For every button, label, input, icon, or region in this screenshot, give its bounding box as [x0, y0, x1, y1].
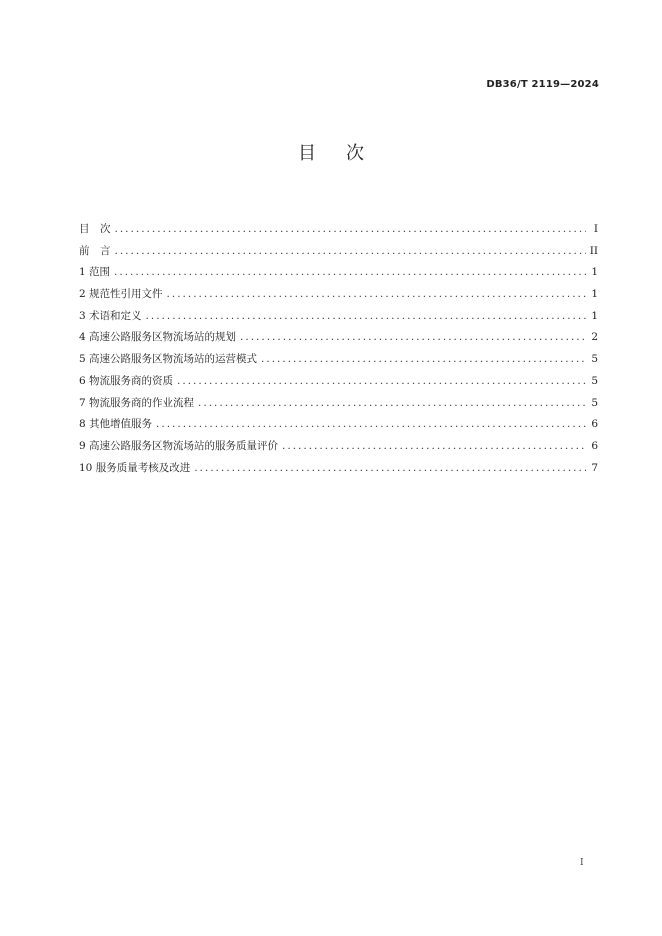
toc-entry-page: 6: [591, 418, 598, 431]
toc-list: [79, 221, 598, 481]
document-code: DB36/T 2119—2024: [486, 79, 599, 90]
toc-entry-label: 5 高速公路服务区物流场站的运营模式: [79, 353, 258, 366]
toc-entry-label: 4 高速公路服务区物流场站的规划: [79, 331, 237, 344]
toc-entry-label: 6 物流服务商的资质: [79, 374, 174, 387]
toc-entry-page: I: [593, 223, 598, 235]
toc-entry-label: 7 物流服务商的作业流程: [79, 396, 195, 409]
toc-leader-dots: [240, 331, 586, 343]
toc-leader-dots: [146, 310, 586, 322]
toc-entry-qualification[interactable]: [79, 373, 598, 395]
toc-leader-dots: [194, 462, 586, 474]
toc-leader-dots: [198, 397, 586, 409]
toc-leader-dots: [177, 375, 586, 387]
toc-entry-workflow[interactable]: [79, 395, 598, 417]
toc-leader-dots: [114, 266, 586, 278]
toc-leader-dots: [261, 353, 586, 365]
toc-leader-dots: [115, 223, 587, 235]
page-number: I: [580, 858, 584, 868]
toc-entry-label: 前 言: [79, 244, 111, 257]
toc-entry-quality-assessment[interactable]: [79, 460, 598, 482]
toc-entry-scope[interactable]: [79, 264, 598, 286]
toc-entry-page: 1: [591, 309, 598, 322]
toc-leader-dots: [167, 288, 586, 300]
toc-leader-dots: [156, 418, 586, 430]
toc-entry-label: 9 高速公路服务区物流场站的服务质量评价: [79, 439, 279, 452]
toc-entry-page: 1: [591, 266, 598, 279]
toc-entry-label: 10 服务质量考核及改进: [79, 461, 191, 474]
toc-entry-quality-evaluation[interactable]: [79, 438, 598, 460]
toc-entry-planning[interactable]: [79, 329, 598, 351]
toc-entry-page: 1: [591, 288, 598, 301]
toc-entry-label: 8 其他增值服务: [79, 418, 153, 431]
toc-entry-page: 5: [591, 396, 598, 409]
toc-entry-normative-references[interactable]: [79, 286, 598, 308]
toc-entry-page: II: [589, 244, 598, 257]
toc-entry-page: 5: [591, 374, 598, 387]
toc-leader-dots: [115, 245, 586, 257]
toc-title: 目次: [298, 143, 394, 164]
toc-entry-label: 目 次: [79, 223, 111, 235]
toc-entry-contents[interactable]: [79, 221, 598, 243]
toc-entry-operation-mode[interactable]: [79, 351, 598, 373]
toc-entry-value-added[interactable]: [79, 416, 598, 438]
toc-entry-page: 7: [591, 461, 598, 474]
toc-entry-terms-definitions[interactable]: [79, 308, 598, 330]
toc-entry-label: 1 范围: [79, 266, 111, 279]
toc-leader-dots: [282, 440, 586, 452]
toc-entry-page: 5: [591, 353, 598, 366]
toc-entry-page: 2: [591, 331, 598, 344]
toc-entry-page: 6: [591, 439, 598, 452]
toc-entry-label: 2 规范性引用文件: [79, 288, 163, 301]
toc-entry-foreword[interactable]: [79, 243, 598, 265]
toc-entry-label: 3 术语和定义: [79, 309, 142, 322]
